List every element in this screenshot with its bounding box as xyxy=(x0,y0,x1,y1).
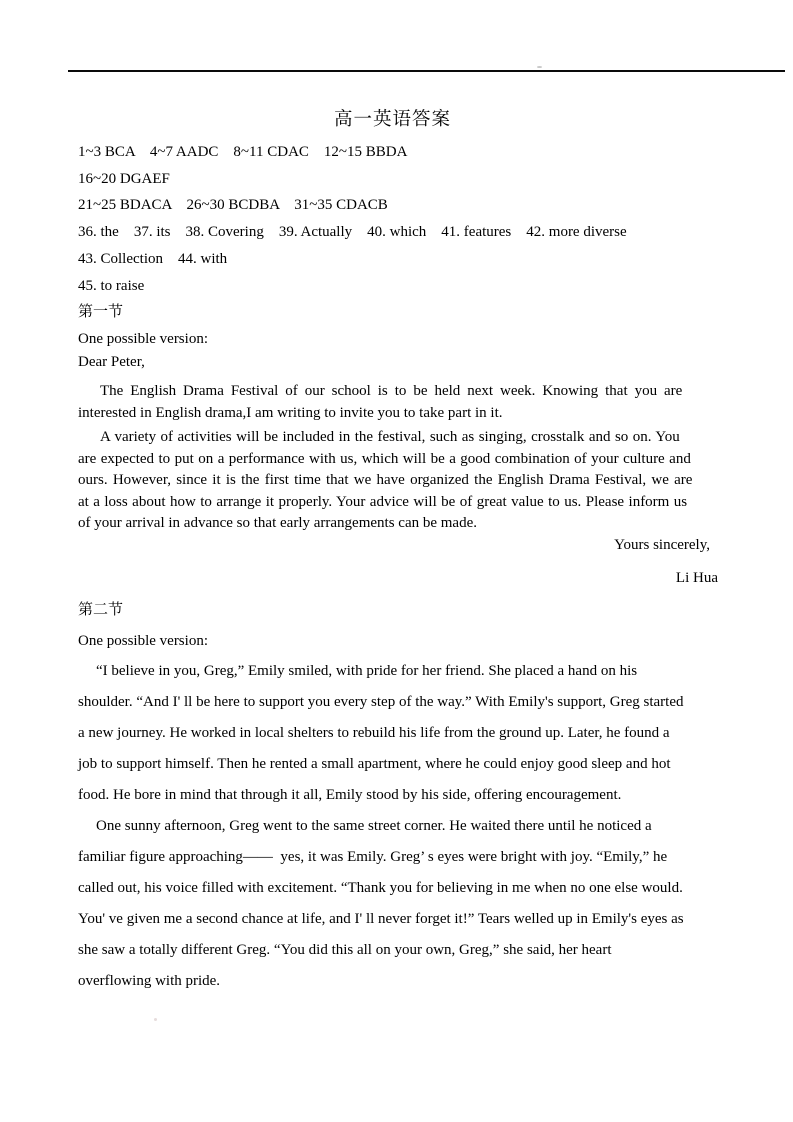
letter-line: of your arrival in advance so that early arrangements can be made. xyxy=(78,515,477,531)
story-line: a new journey. He worked in local shelters to rebuild his life from the ground up. Later, he found a xyxy=(78,725,670,741)
story-block xyxy=(78,656,783,997)
answer-key-line: 36. the 37. its 38. Covering 39. Actually 40. which 41. features 42. more diverse xyxy=(78,224,627,241)
ink-speck-bottom xyxy=(154,1018,157,1021)
story-line: overflowing with pride. xyxy=(78,973,221,989)
answer-key-line: 21~25 BDACA 26~30 BCDBA 31~35 CDACB xyxy=(78,197,388,214)
story-line: One sunny afternoon, Greg went to the same street corner. He waited there until he noticed a xyxy=(96,818,652,834)
ink-speck-top xyxy=(537,66,542,68)
story-line: familiar figure approaching—— yes, it was Emily. Greg’ s eyes were bright with joy. “Emily,” he xyxy=(78,849,668,865)
letter-line: are expected to put on a performance with us, which will be a good combination of your culture and xyxy=(78,450,691,467)
letter-block xyxy=(78,352,778,535)
letter-line: at a loss about how to arrange it properly. Your advice will be of great value to us. Please inform us xyxy=(78,493,688,510)
story-line: called out, his voice filled with excitement. “Thank you for believing in me when no one else would. xyxy=(78,880,683,896)
possible-version-label: One possible version: xyxy=(78,330,208,347)
letter-closing: Yours sincerely, xyxy=(614,537,710,553)
story-line: food. He bore in mind that through it all, Emily stood by his side, offering encouragement. xyxy=(78,787,622,803)
exam-title: 高一英语答案 xyxy=(333,110,451,130)
story-line: You' ve given me a second chance at life, and I' ll never forget it!” Tears welled up in Emily's eyes as xyxy=(78,911,684,927)
header-rule xyxy=(68,70,785,72)
letter-signature-block xyxy=(0,534,793,589)
possible-version-label: One possible version: xyxy=(78,633,208,649)
story-line: shoulder. “And I' ll be here to support you every step of the way.” With Emily's support, Greg started xyxy=(78,694,684,710)
letter-line: interested in English drama,I am writing to invite you to take part in it. xyxy=(78,404,503,421)
section-1-heading: 第一节 xyxy=(78,304,124,321)
answer-key-line: 1~3 BCA 4~7 AADC 8~11 CDAC 12~15 BBDA xyxy=(78,144,408,160)
letter-line: A variety of activities will be included in the festival, such as singing, crosstalk and so on. You xyxy=(100,429,680,445)
section-2-heading: 第二节 xyxy=(78,602,124,618)
story-line: she saw a totally different Greg. “You did this all on your own, Greg,” she said, her heart xyxy=(78,942,612,958)
answer-key-line: 43. Collection 44. with xyxy=(78,250,228,267)
letter-signature: Li Hua xyxy=(675,570,718,586)
section-2-header xyxy=(78,599,208,652)
letter-line: The English Drama Festival of our school is to be held next week. Knowing that you are xyxy=(100,383,683,399)
answer-key-line: 16~20 DGAEF xyxy=(78,170,170,187)
answer-key-block xyxy=(78,139,627,353)
letter-salutation: Dear Peter, xyxy=(78,354,145,370)
story-line: “I believe in you, Greg,” Emily smiled, with pride for her friend. She placed a hand on his xyxy=(96,663,638,679)
story-line: job to support himself. Then he rented a small apartment, where he could enjoy good sleep and hot xyxy=(78,756,671,772)
letter-line: ours. However, since it is the first time that we have organized the English Drama Festival, we are xyxy=(78,472,693,488)
answer-key-line: 45. to raise xyxy=(78,277,145,294)
